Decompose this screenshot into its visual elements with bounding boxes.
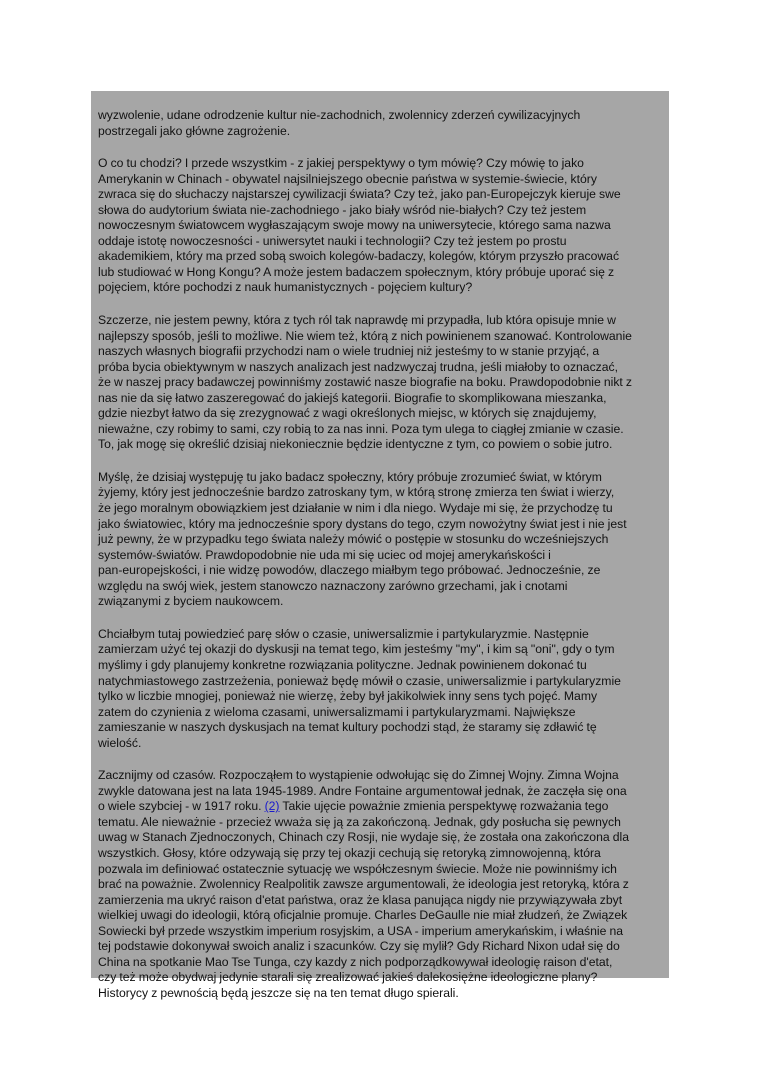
text-line: akademikiem, który ma przed sobą swoich kolegów-badaczy, kolegów, którym przyszło pracować — [98, 249, 620, 264]
text-line: najlepszy sposób, jeśli to możliwe. Nie wiem też, którą z nich powinienem szanować. Kontrolowanie — [98, 328, 632, 343]
text-line: zwraca się do słuchaczy najstarszej cywilizacji świata? Czy też, jako pan-Europejczyk kieruje swe — [98, 187, 621, 202]
text-line: żyjemy, który jest jednocześnie bardzo zatroskany tym, w którą stronę zmierza ten świat i wierzy, — [98, 485, 615, 500]
text-line: pozwala im definiować ostatecznie sytuację we współczesnym świecie. Może nie powinniśmy ich — [98, 861, 617, 876]
paragraph-2 — [98, 156, 661, 296]
text-line: tej podstawie dokonywał swoich analiz i szacunków. Czy się mylił? Gdy Richard Nixon udał się do — [98, 939, 620, 954]
text-line: jako światowiec, który ma jednocześnie spory dystans do tego, czym nowożytny świat jest i nie jest — [98, 516, 627, 531]
text-line: że w naszej pracy badawczej powinniśmy zostawić nasze biografie na boku. Prawdopodobnie nikt z — [98, 375, 632, 390]
text-line: brać na poważnie. Zwolennicy Realpolitik zawsze argumentowali, że ideologia jest retoryką, która z — [98, 877, 629, 892]
paragraph-4 — [98, 470, 661, 610]
text-line: zatem do czynienia z wieloma czasami, uniwersalizmami i partykularyzmami. Największe — [98, 704, 576, 719]
text-line: wyzwolenie, udane odrodzenie kultur nie-zachodnich, zwolennicy zderzeń cywilizacyjnych — [98, 108, 581, 122]
text-line: zwykle datowana jest na lata 1945-1989. Andre Fontaine argumentował jednak, że zaczęła się ona — [98, 783, 627, 798]
text-line: nowoczesnym światowcem wygłaszającym swoje mowy na uniwersytecie, którego sama nazwa — [98, 218, 611, 233]
text-line: próba bycia obiektywnym w naszych analizach jest nadzwyczaj trudna, jeśli miałoby to oznaczać, — [98, 359, 619, 374]
text-line: Historycy z pewnością będą jeszcze się na ten temat długo spierali. — [98, 985, 459, 1000]
document-page — [91, 91, 669, 1000]
paragraph-3 — [98, 313, 661, 453]
text-line: nieważne, czy robimy to sami, czy robią to za nas inni. Poza tym ulega to ciągłej zmianie w czasie. — [98, 421, 624, 436]
text-line-with-footnote — [98, 799, 661, 815]
text-line: względu na swój wiek, jestem stanowczo naznaczony zarówno grzechami, jak i cnotami — [98, 578, 568, 593]
text-line: natychmiastowego zastrzeżenia, ponieważ będę mówił o czasie, uniwersalizmie i partykularyzmie — [98, 673, 621, 688]
text-line: zamieszanie w naszych dyskusjach na temat kultury pochodzi stąd, że staramy się zdławić tę — [98, 720, 597, 735]
text-line: tematu. Ale nieważnie - przecież wważa się ją za zakończoną. Jednak, gdy posłucha się pewnych — [98, 814, 621, 829]
text-segment: o wiele szybciej - w 1917 roku. — [98, 799, 265, 814]
text-line: wszystkich. Głosy, które odzywają się przy tej okazji cechują się retoryką zimnowojenną, która — [98, 845, 601, 860]
text-line: Szczerze, nie jestem pewny, która z tych ról tak naprawdę mi przypadła, lub która opisuje mnie w — [98, 313, 616, 328]
text-line: wielość. — [98, 735, 142, 750]
text-line: systemów-światów. Prawdopodobnie nie uda mi się uciec od mojej amerykańskości i — [98, 547, 551, 562]
text-line: nas nie da się łatwo zaszeregować do jakiejś kategorii. Biografie to skomplikowana mieszanka, — [98, 390, 607, 405]
text-line: O co tu chodzi? I przede wszystkim - z jakiej perspektywy o tym mówię? Czy mówię to jako — [98, 156, 584, 171]
text-line: słowa do audytorium świata nie-zachodniego - jako biały wśród nie-białych? Czy też jestem — [98, 202, 587, 217]
text-line: już pewny, że w przypadku tego świata należy mówić o postępie w stosunku do wcześniejszych — [98, 532, 609, 547]
text-line: zamierzam użyć tej okazji do dyskusji na temat tego, kim jesteśmy "my", i kim są "oni", gdy o tym — [98, 642, 615, 657]
text-line: postrzegali jako główne zagrożenie. — [98, 123, 291, 138]
text-line: związanymi z byciem naukowcem. — [98, 594, 284, 609]
text-line: naszych własnych biografii przychodzi nam o wiele trudniej niż jesteśmy to w stanie przyjąć, a — [98, 344, 600, 359]
text-line: zamierzenia ma ukryć raison d'etat państwa, oraz że klasa panująca nigdy nie przywiązywała zbyt — [98, 892, 623, 907]
text-line: myślimy i gdy planujemy konkretne rozwiązania polityczne. Jednak powinienem dokonać tu — [98, 657, 587, 672]
text-line: lub studiować w Hong Kongu? A może jestem badaczem społecznym, który próbuje uporać się z — [98, 264, 615, 279]
text-line: uwag w Stanach Zjednoczonych, Chinach czy Rosji, nie wydaje się, że została ona zakończona dla — [98, 830, 629, 845]
text-line: tylko w liczbie mnogiej, ponieważ nie wierzę, żeby był jakikolwiek inny sens tych pojęć. Mamy — [98, 689, 598, 704]
text-line: Amerykanin w Chinach - obywatel najsilniejszego obecnie państwa w systemie-świecie, który — [98, 171, 597, 186]
text-line: To, jak mogę się określić dzisiaj niekoniecznie będzie identyczne z tym, co powiem o sobie jutro. — [98, 437, 613, 452]
text-line: wielkiej uwagi do ideologii, którą oficjalnie promuje. Charles DeGaulle nie miał złudzeń, że Związek — [98, 908, 628, 923]
paragraph-5 — [98, 627, 661, 751]
text-line: pojęciem, które pochodzi z nauk humanistycznych - pojęciem kultury? — [98, 280, 473, 295]
text-segment: Takie ujęcie poważnie zmienia perspektywę rozważania tego — [279, 799, 609, 814]
paragraph-1 — [98, 108, 661, 139]
text-line: oddaje istotę nowoczesności - uniwersytet nauki i technologii? Czy też jestem po prostu — [98, 233, 567, 248]
text-line: Chciałbym tutaj powiedzieć parę słów o czasie, uniwersalizmie i partykularyzmie. Następnie — [98, 626, 589, 641]
text-line: Zacznijmy od czasów. Rozpocząłem to wystąpienie odwołując się do Zimnej Wojny. Zimna Wojna — [98, 768, 619, 783]
text-line: Sowiecki był przede wszystkim imperium rosyjskim, a USA - imperium amerykańskim, i właśnie na — [98, 923, 624, 938]
text-line: Myślę, że dzisiaj występuję tu jako badacz społeczny, który próbuje zrozumieć świat, w którym — [98, 469, 602, 484]
paragraph-6 — [98, 768, 661, 1001]
text-line: czy też może obydwaj jedynie starali się zrealizować jakieś dalekosiężne ideologiczne plany? — [98, 970, 598, 985]
text-line: China na spotkanie Mao Tse Tunga, czy kazdy z nich podporządkowywał ideologię raison d'etat, — [98, 954, 613, 969]
text-line: pan-europejskości, i nie widzę powodów, dlaczego miałbym tego próbować. Jednocześnie, ze — [98, 563, 601, 578]
footnote-link[interactable]: (2) — [264, 799, 280, 814]
text-line: gdzie niezbyt łatwo da się zrezygnować z wagi określonych miejsc, w których się znajdujemy, — [98, 406, 597, 421]
text-line: że jego moralnym obowiązkiem jest działanie w nim i dla niego. Wydaje mi się, że przychodzę tu — [98, 501, 613, 516]
